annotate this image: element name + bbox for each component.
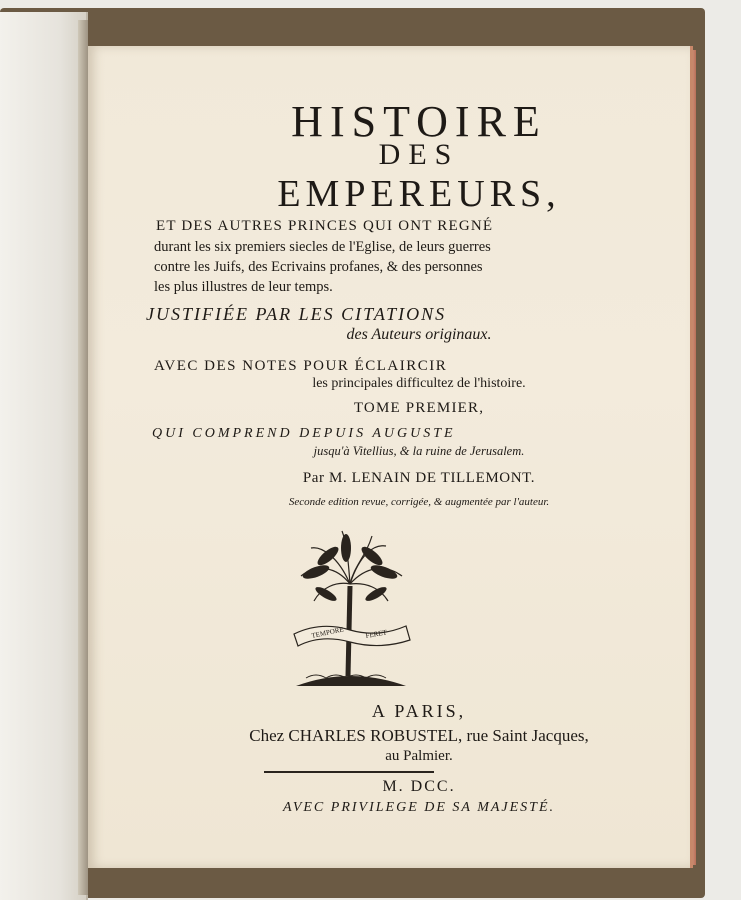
printer-sign: au Palmier.: [385, 748, 453, 764]
subtitle-line-3: contre les Juifs, des Ecrivains profanes, & des personnes: [154, 259, 483, 275]
privilege-line: AVEC PRIVILEGE DE SA MAJESTÉ.: [282, 800, 556, 815]
motto-right: FERET: [364, 628, 388, 640]
title-line-1: HISTOIRE: [291, 97, 547, 146]
title-page: [88, 46, 693, 868]
subtitle-line-4: les plus illustres de leur temps.: [154, 279, 333, 295]
divider-rule: [264, 771, 434, 773]
front-board: [0, 12, 88, 900]
subtitle-line-1: ET DES AUTRES PRINCES QUI ONT REGNÉ: [156, 218, 494, 234]
board-hinge: [78, 20, 88, 895]
title-line-2: DES: [378, 138, 460, 171]
printer-line: Chez CHARLES ROBUSTEL, rue Saint Jacques,: [249, 726, 589, 745]
tome-label: TOME PREMIER,: [353, 400, 485, 416]
edition-note: Seconde edition revue, corrigée, & augmentée par l'auteur.: [288, 496, 550, 508]
justified-line-2: des Auteurs originaux.: [346, 326, 492, 343]
subtitle-line-2: durant les six premiers siecles de l'Eglise, de leurs guerres: [154, 239, 491, 255]
comprend-line-1: QUI COMPREND DEPUIS AUGUSTE: [152, 426, 456, 441]
notes-line-1: AVEC DES NOTES POUR ÉCLAIRCIR: [154, 358, 448, 374]
notes-line-2: les principales difficultez de l'histoire.: [312, 376, 526, 391]
palm-tree-emblem: [276, 526, 426, 694]
motto-left: TEMPORE: [310, 625, 345, 640]
title-line-3: EMPEREURS,: [277, 173, 561, 215]
publication-year: M. DCC.: [382, 778, 456, 795]
author-line: Par M. LENAIN DE TILLEMONT.: [302, 470, 536, 486]
city-line: A PARIS,: [371, 701, 467, 721]
justified-line-1: JUSTIFIÉE PAR LES CITATIONS: [146, 304, 447, 324]
comprend-line-2: jusqu'à Vitellius, & la ruine de Jerusalem.: [313, 444, 525, 458]
